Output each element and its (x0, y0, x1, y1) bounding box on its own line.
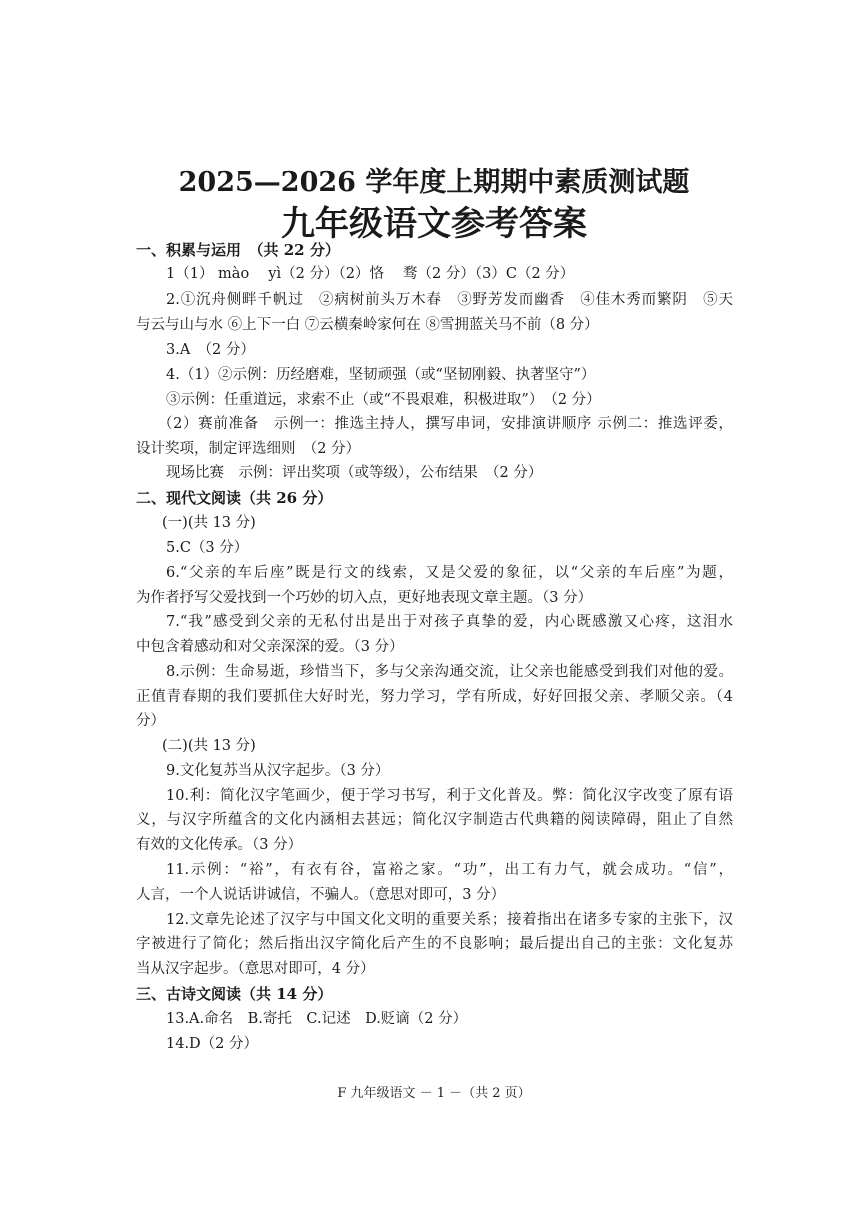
part-1-heading: (一)(共 13 分) (162, 515, 256, 531)
answer-q8-line2: 正值青春期的我们要抓住大好时光，努力学习，学有所成，好好回报父亲、孝顺父亲。（4 (136, 689, 733, 705)
answer-q4-line5: 现场比赛 示例：评出奖项（或等级），公布结果 （2 分） (166, 465, 543, 481)
answer-q12-line1: 12.文章先论述了汉字与中国文化文明的重要关系；接着指出在诸多专家的主张下，汉 (166, 912, 733, 928)
answer-q10-line1: 10.利：简化汉字笔画少，便于学习书写，利于文化普及。弊：简化汉字改变了原有语 (166, 788, 733, 804)
answer-q4-line1: 4.（1）②示例：历经磨难，坚韧顽强（或“坚韧刚毅、执著坚守”） (166, 367, 596, 383)
section-heading-3: 三、古诗文阅读（共 14 分） (136, 985, 333, 1003)
exam-title: 2025—2026 学年度上期期中素质测试题 (178, 167, 690, 198)
section-heading-1: 一、积累与运用 （共 22 分） (136, 241, 340, 259)
answer-q12-line3: 当从汉字起步。（意思对即可，4 分） (136, 961, 375, 977)
answer-q4-line3: （2）赛前准备 示例一：推选主持人，撰写串词，安排演讲顺序 示例二：推选评委， (158, 416, 733, 432)
answer-q13: 13.A.命名 B.寄托 C.记述 D.贬谪（2 分） (166, 1011, 468, 1027)
answer-q6-line1: 6.“父亲的车后座”既是行文的线索，又是父爱的象征，以“父亲的车后座”为题， (166, 565, 733, 581)
answer-q1: 1（1） mào yì（2 分）（2）恪 骛（2 分）（3）C（2 分） (166, 266, 575, 282)
answer-q7-line2: 中包含着感动和对父亲深深的爱。（3 分） (136, 639, 404, 655)
answer-q8-line3: 分） (136, 713, 165, 729)
answer-q2-line2: 与云与山与水 ⑥上下一白 ⑦云横秦岭家何在 ⑧雪拥蓝关马不前（8 分） (136, 317, 599, 333)
part-2-heading: (二)(共 13 分) (162, 738, 256, 754)
answer-q4-line2: ③示例：任重道远，求索不止（或“不畏艰难，积极进取”） （2 分） (166, 392, 601, 408)
answer-q8-line1: 8.示例：生命易逝，珍惜当下，多与父亲沟通交流，让父亲也能感受到我们对他的爱。 (166, 664, 733, 680)
answer-q3: 3.A （2 分） (166, 342, 255, 358)
answer-key-title: 九年级语文参考答案 (281, 204, 587, 244)
answer-q7-line1: 7.“我”感受到父亲的无私付出是出于对孩子真挚的爱，内心既感激又心疼，这泪水 (166, 614, 733, 630)
answer-q6-line2: 为作者抒写父爱找到一个巧妙的切入点，更好地表现文章主题。（3 分） (136, 590, 593, 606)
answer-q4-line4: 设计奖项，制定评选细则 （2 分） (136, 441, 361, 457)
answer-q11-line2: 人言，一个人说话讲诚信，不骗人。（意思对即可，3 分） (136, 887, 506, 903)
answer-q9: 9.文化复苏当从汉字起步。（3 分） (166, 763, 390, 779)
section-heading-2: 二、现代文阅读（共 26 分） (136, 489, 333, 507)
answer-q10-line3: 有效的文化传承。（3 分） (136, 837, 303, 853)
answer-q11-line1: 11.示例：“裕”，有衣有谷，富裕之家。“功”，出工有力气，就会成功。“信”， (166, 862, 733, 878)
answer-q5: 5.C（3 分） (166, 540, 249, 556)
answer-q12-line2: 字被进行了简化；然后指出汉字简化后产生的不良影响；最后提出自己的主张：文化复苏 (136, 936, 733, 952)
page-footer: F 九年级语文 － 1 －（共 2 页） (337, 1086, 531, 1101)
answer-q2-line1: 2.①沉舟侧畔千帆过 ②病树前头万木春 ③野芳发而幽香 ④佳木秀而繁阴 ⑤天 (166, 292, 733, 308)
answer-q10-line2: 义，与汉字所蕴含的文化内涵相去甚远；简化汉字制造古代典籍的阅读障碍，阻止了自然 (136, 812, 733, 828)
answer-q14: 14.D（2 分） (166, 1036, 259, 1052)
